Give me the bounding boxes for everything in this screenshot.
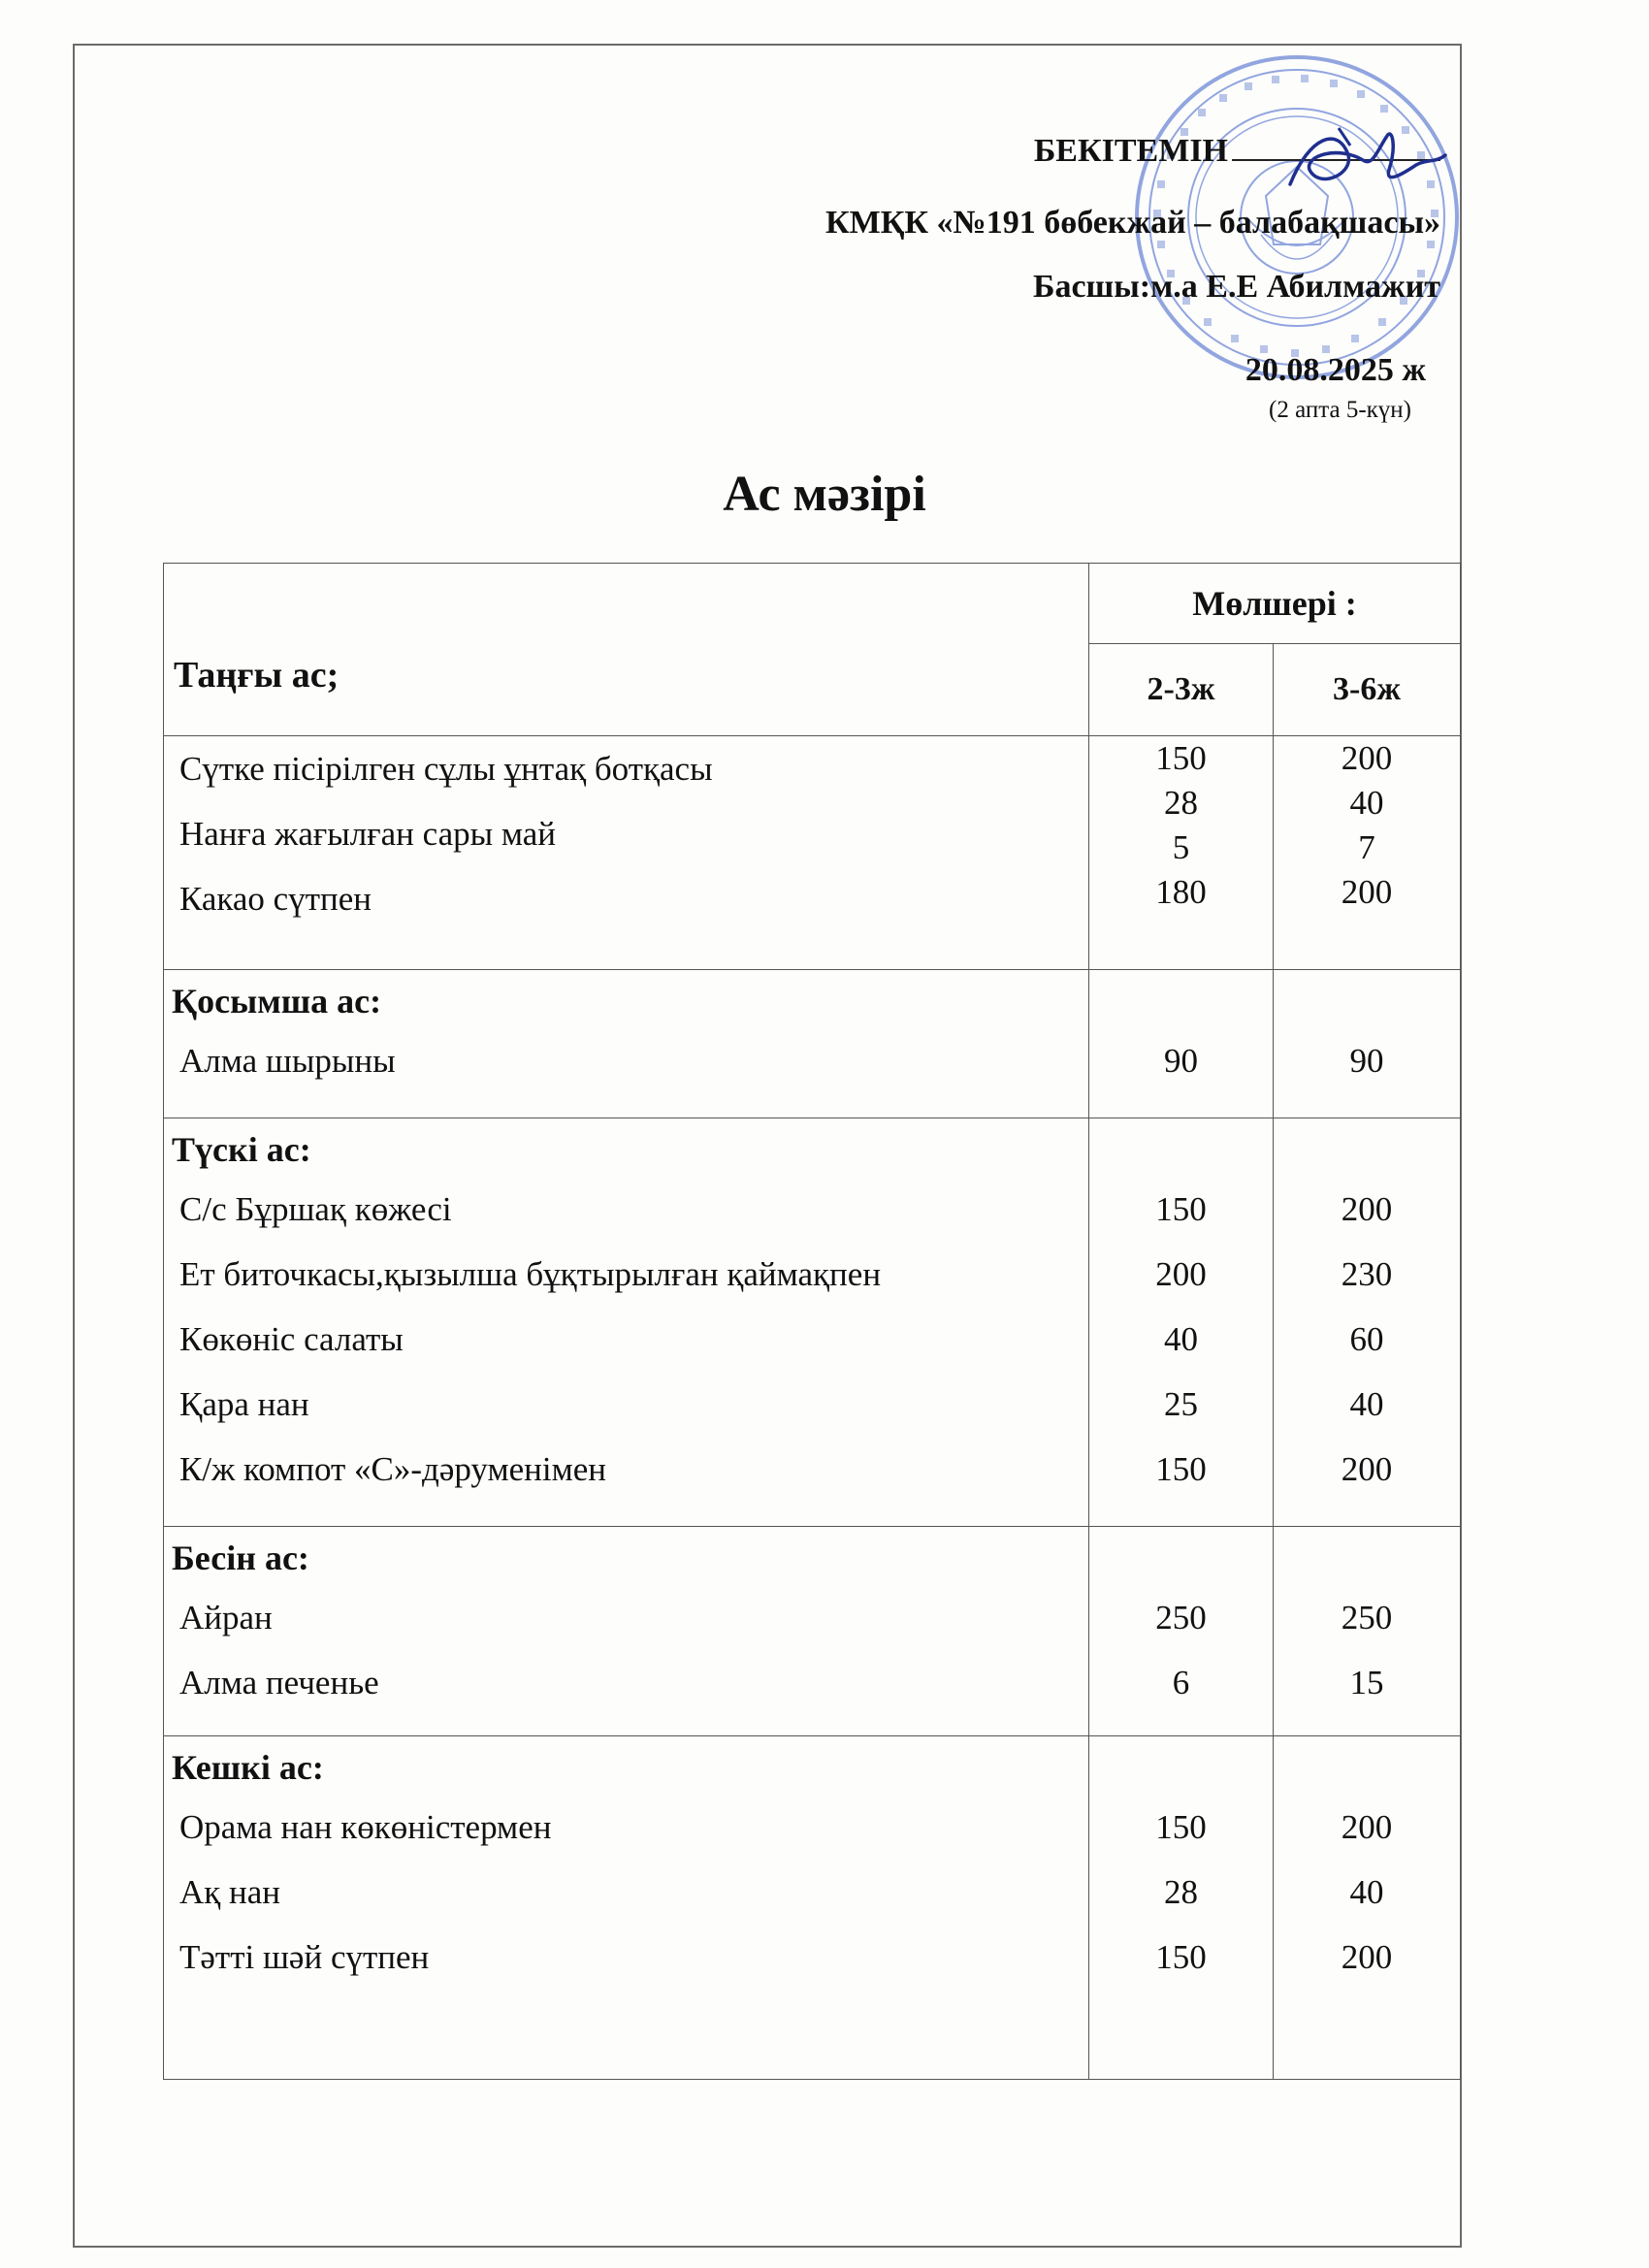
list-item: Ет биточкасы,қызылша бұқтырылған қаймақпен bbox=[179, 1255, 882, 1293]
qty-value: 200 bbox=[1341, 873, 1393, 911]
list-item: Қара нан bbox=[179, 1385, 309, 1423]
afternoon-qty-3-6 bbox=[1274, 1527, 1461, 1736]
lunch-title: Түскі ас: bbox=[172, 1130, 311, 1169]
snack-qty-3-6 bbox=[1274, 970, 1461, 1118]
qty-value: 200 bbox=[1341, 1450, 1393, 1488]
qty-value: 200 bbox=[1341, 1808, 1393, 1846]
dinner-block bbox=[164, 1736, 1461, 2080]
spacer bbox=[1274, 1736, 1460, 1795]
dinner-qty-2-3 bbox=[1089, 1736, 1274, 2080]
page-title: Ас мәзірі bbox=[723, 467, 926, 522]
spacer bbox=[1089, 1736, 1273, 1795]
qty-value: 5 bbox=[1172, 828, 1190, 866]
qty-value: 250 bbox=[1155, 1599, 1207, 1636]
list-item: Алма шырыны bbox=[179, 1042, 396, 1080]
head-name: Басшы:м.а Е.Е Абилмажит bbox=[1032, 269, 1440, 305]
qty-value: 6 bbox=[1172, 1664, 1190, 1701]
signature-icon bbox=[1280, 116, 1450, 209]
spacer bbox=[1089, 970, 1273, 1028]
menu-table bbox=[163, 563, 1461, 2080]
snack-title: Қосымша ас: bbox=[172, 982, 382, 1021]
afternoon-block bbox=[164, 1527, 1461, 1736]
age-header-2-3: 2-3ж bbox=[1089, 644, 1274, 736]
qty-value: 250 bbox=[1341, 1599, 1393, 1636]
breakfast-qty-2-3 bbox=[1089, 736, 1274, 970]
qty-value: 230 bbox=[1341, 1255, 1393, 1293]
qty-value: 200 bbox=[1341, 1938, 1393, 1976]
lunch-block bbox=[164, 1118, 1461, 1527]
breakfast-qty-3-6 bbox=[1274, 736, 1461, 970]
list-item: Ақ нан bbox=[179, 1873, 281, 1911]
snack-qty-2-3 bbox=[1089, 970, 1274, 1118]
afternoon-items bbox=[164, 1527, 1089, 1736]
snack-items bbox=[164, 970, 1089, 1118]
dinner-qty-3-6 bbox=[1274, 1736, 1461, 2080]
lunch-qty-3-6 bbox=[1274, 1118, 1461, 1527]
afternoon-title: Бесін ас: bbox=[172, 1539, 309, 1577]
table-header-row bbox=[164, 564, 1461, 644]
qty-value: 60 bbox=[1349, 1320, 1384, 1358]
spacer bbox=[1274, 970, 1460, 1028]
lunch-items bbox=[164, 1118, 1089, 1527]
qty-value: 150 bbox=[1155, 1808, 1207, 1846]
qty-value: 40 bbox=[1164, 1320, 1198, 1358]
spacer bbox=[1089, 1527, 1273, 1585]
list-item: Орама нан көкөністермен bbox=[179, 1808, 552, 1846]
qty-value: 28 bbox=[1164, 1873, 1198, 1911]
qty-value: 7 bbox=[1358, 828, 1375, 866]
list-item: Алма печенье bbox=[179, 1664, 379, 1701]
spacer bbox=[1274, 1527, 1460, 1585]
spacer bbox=[1089, 1118, 1273, 1177]
qty-value: 150 bbox=[1155, 1938, 1207, 1976]
qty-value: 25 bbox=[1164, 1385, 1198, 1423]
list-item: К/ж компот «С»-дәруменімен bbox=[179, 1450, 606, 1488]
approval-date: 20.08.2025 ж bbox=[1245, 352, 1426, 388]
qty-value: 28 bbox=[1164, 784, 1198, 822]
spacer bbox=[1274, 1118, 1460, 1177]
list-item: Сүтке пісірілген сұлы ұнтақ ботқасы bbox=[179, 750, 713, 788]
dinner-title: Кешкі ас: bbox=[172, 1748, 324, 1787]
afternoon-qty-2-3 bbox=[1089, 1527, 1274, 1736]
dinner-items bbox=[164, 1736, 1089, 2080]
qty-value: 40 bbox=[1349, 784, 1384, 822]
qty-value: 150 bbox=[1155, 1450, 1207, 1488]
qty-value: 40 bbox=[1349, 1385, 1384, 1423]
qty-value: 200 bbox=[1341, 739, 1393, 777]
breakfast-items bbox=[164, 736, 1089, 970]
qty-value: 90 bbox=[1164, 1042, 1198, 1080]
qty-value: 90 bbox=[1349, 1042, 1384, 1080]
list-item: С/с Бұршақ көжесі bbox=[179, 1190, 452, 1228]
qty-value: 15 bbox=[1349, 1664, 1384, 1701]
list-item: Көкөніс салаты bbox=[179, 1320, 404, 1358]
list-item: Айран bbox=[179, 1599, 273, 1636]
qty-value: 200 bbox=[1155, 1255, 1207, 1293]
qty-value: 150 bbox=[1155, 739, 1207, 777]
qty-value: 150 bbox=[1155, 1190, 1207, 1228]
lunch-qty-2-3 bbox=[1089, 1118, 1274, 1527]
breakfast-title: Таңғы ас; bbox=[164, 564, 1089, 736]
qty-value: 40 bbox=[1349, 1873, 1384, 1911]
list-item: Тәтті шәй сүтпен bbox=[179, 1938, 430, 1976]
quantity-header: Мөлшері : bbox=[1089, 564, 1461, 644]
organization-name: КМҚК «№191 бөбекжай – балабақшасы» bbox=[825, 205, 1440, 241]
list-item: Нанға жағылған сары май bbox=[179, 815, 557, 853]
breakfast-block bbox=[164, 736, 1461, 970]
snack-block bbox=[164, 970, 1461, 1118]
week-day-note: (2 апта 5-күн) bbox=[1269, 397, 1411, 423]
list-item: Какао сүтпен bbox=[179, 880, 372, 918]
approve-label: БЕКІТЕМІН bbox=[1033, 133, 1228, 169]
age-header-3-6: 3-6ж bbox=[1274, 644, 1461, 736]
qty-value: 180 bbox=[1155, 873, 1207, 911]
qty-value: 200 bbox=[1341, 1190, 1393, 1228]
